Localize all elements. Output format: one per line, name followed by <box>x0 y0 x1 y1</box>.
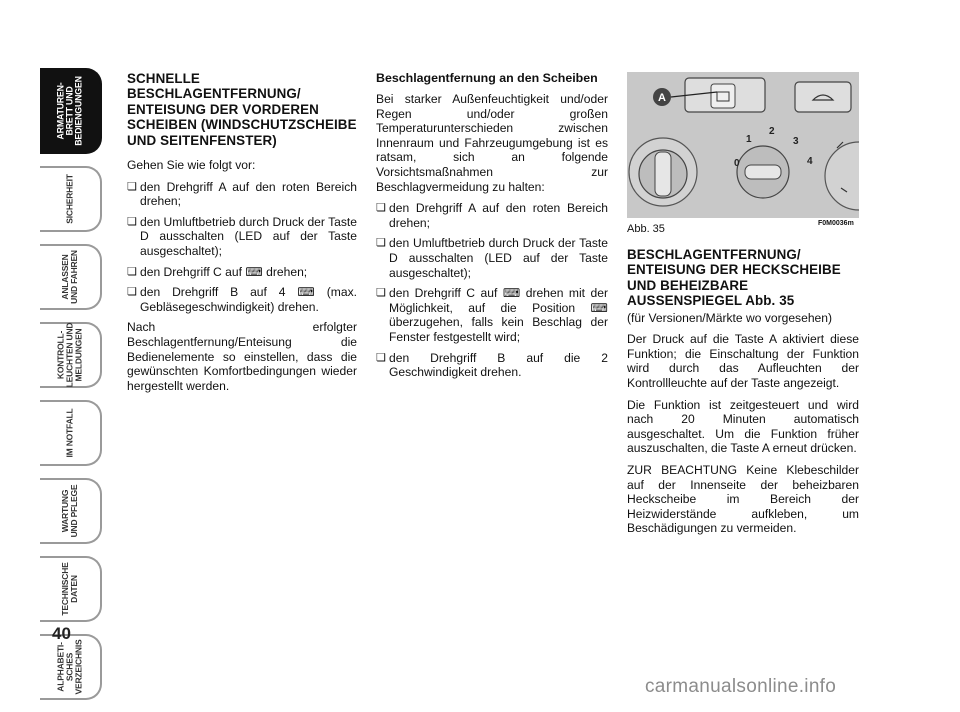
figure-code: F0M0036m <box>818 220 854 227</box>
tab-anlassen[interactable]: ANLASSEN UND FAHREN <box>40 244 102 310</box>
intro-text: Bei starker Außenfeuchtigkeit und/oder Regen und/oder großen Temperaturunterschieden zwischen Innenraum und Fahrzeugumgebung ist es ratsam, sich an folgende Vorsichtsmaßnahmen zur Beschlagvermeidung zu halten: <box>376 92 608 194</box>
list-item: ❏ den Umluftbetrieb durch Druck der Taste D ausschalten (LED auf der Taste ausgeschaltet); <box>376 236 608 280</box>
knob-number-1: 1 <box>746 134 752 145</box>
list-item: ❏ den Drehgriff C auf ⌨ drehen mit der Möglichkeit, auf die Position ⌨ überzugehen, falls kein Beschlag der Fenster festgestellt wird; <box>376 286 608 344</box>
section-heading: BESCHLAGENTFERNUNG/ ENTEISUNG DER HECKSCHEIBE UND BEHEIZBARE AUSSENSPIEGEL Abb. 35 <box>627 247 841 309</box>
list-item: ❏ den Drehgriff B auf 4 ⌨ (max. Gebläsegeschwindigkeit) drehen. <box>127 285 357 314</box>
figure-climate-panel <box>627 72 859 218</box>
tab-wartung[interactable]: WARTUNG UND PFLEGE <box>40 478 102 544</box>
paragraph: Die Funktion ist zeitgesteuert und wird nach 20 Minuten automatisch ausgeschaltet. Um die Funktion früher auszuschalten, die Taste A erneut drücken. <box>627 397 859 456</box>
climate-panel-illustration <box>627 72 859 218</box>
column-3 <box>627 247 859 543</box>
section-heading: Beschlagentfernung an den Scheiben <box>376 71 598 85</box>
paragraph: Der Druck auf die Taste A aktiviert diese Funktion; die Einschaltung der Funktion wird durch das Aufleuchten der Kontrollleuchte auf der Taste angezeigt. <box>627 332 859 390</box>
paragraph: ZUR BEACHTUNG Keine Klebeschilder auf der Innenseite der beheizbaren Heckscheibe im Bereich der Heizwiderstände aufkleben, um Beschädigungen zu vermeiden. <box>627 462 859 536</box>
section-heading: SCHNELLE BESCHLAGENTFERNUNG/ ENTEISUNG DER VORDEREN SCHEIBEN (WINDSCHUTZSCHEIBE UND SEITENFENSTER) <box>127 71 357 148</box>
intro-text: Gehen Sie wie folgt vor: <box>127 158 256 173</box>
knob-number-0: 0 <box>734 158 740 169</box>
knob-number-4: 4 <box>807 156 813 167</box>
tab-verzeichnis[interactable]: ALPHABETI- SCHES VERZEICHNIS <box>40 634 102 700</box>
list-item: ❏ den Umluftbetrieb durch Druck der Taste D ausschalten (LED auf der Taste ausgeschaltet); <box>127 215 357 259</box>
list-item: ❏ den Drehgriff B auf die 2 Geschwindigkeit drehen. <box>376 351 608 380</box>
tab-armaturenbrett[interactable]: ARMATUREN- BRETT UND BEDIENGUNGEN <box>40 68 102 154</box>
tab-sicherheit[interactable]: SICHERHEIT <box>40 166 102 232</box>
list-item: ❏ den Drehgriff A auf den roten Bereich drehen; <box>127 180 357 209</box>
knob-number-2: 2 <box>769 126 775 137</box>
knob-number-3: 3 <box>793 136 799 147</box>
callout-a-label: A <box>658 92 666 104</box>
tab-kontrollleuchten[interactable]: KONTROLL- LEUCHTEN UND MELDUNGEN <box>40 322 102 388</box>
list-item: ❏ den Drehgriff A auf den roten Bereich drehen; <box>376 201 608 230</box>
column-1 <box>127 71 357 400</box>
watermark: carmanualsonline.info <box>645 676 837 697</box>
column-2 <box>376 71 608 386</box>
outro-text: Nach erfolgter Beschlagentfernung/Enteisung die Bedienelemente so einstellen, dass die gewünschten Komfortbedingungen wieder hergestellt werden. <box>127 320 357 393</box>
tab-technische-daten[interactable]: TECHNISCHE DATEN <box>40 556 102 622</box>
note-text: (für Versionen/Märkte wo vorgesehen) <box>627 310 833 325</box>
figure-caption: Abb. 35 <box>627 223 665 235</box>
page-number: 40 <box>52 624 71 643</box>
list-item: ❏ den Drehgriff C auf ⌨ drehen; <box>127 265 357 280</box>
tab-im-notfall[interactable]: IM NOTFALL <box>40 400 102 466</box>
chapter-tabs <box>40 68 106 712</box>
